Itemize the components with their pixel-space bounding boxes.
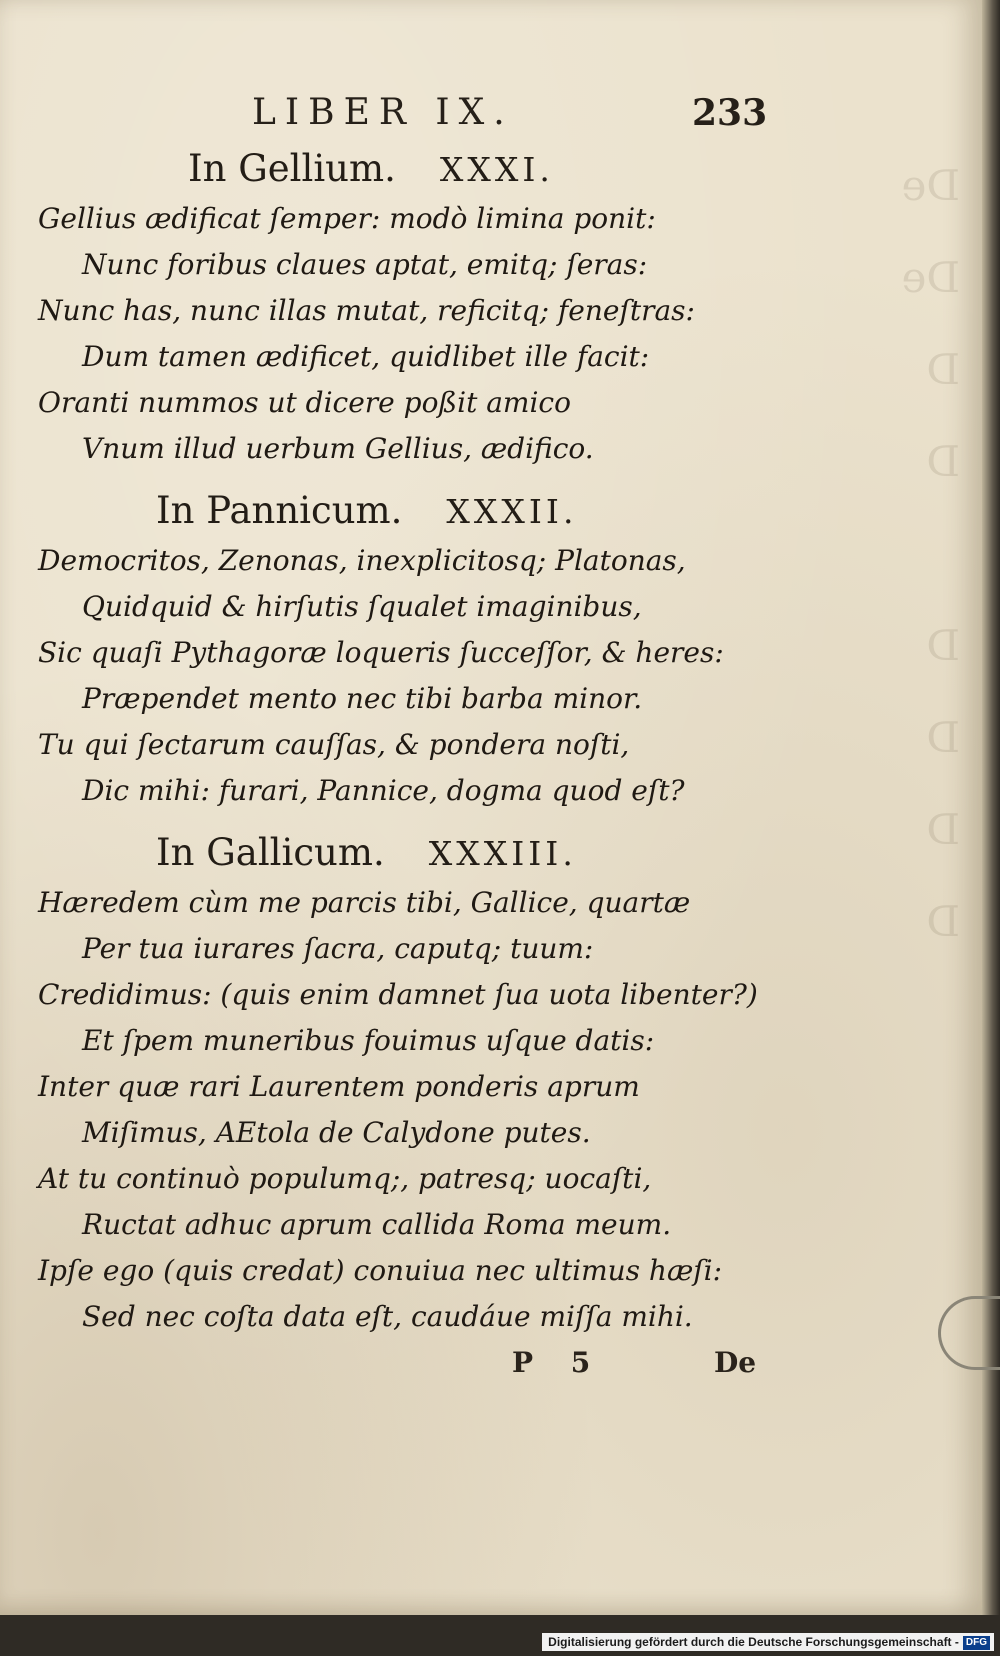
- poem-title: [38, 484, 758, 538]
- verse-line: Ipſe ego (quis credat) conuiua nec ultimus hæſi:: [38, 1254, 723, 1287]
- verse-line: Nunc foribus claues aptat, emitq; ſeras:: [82, 248, 648, 281]
- verse-line: Gellius ædificat ſemper: modò limina ponit:: [38, 202, 656, 235]
- verse-line: Tu qui ſectarum cauſſas, & pondera noſti,: [38, 728, 630, 761]
- verse-line: At tu continuò populumq;, patresq; uocaſti,: [38, 1162, 652, 1195]
- verse-line: Ructat adhuc aprum callida Roma meum.: [82, 1208, 672, 1241]
- dfg-logo-icon: DFG: [963, 1636, 990, 1650]
- funding-credit: [542, 1633, 994, 1651]
- poem-title-name: In Gallicum.: [156, 831, 385, 874]
- poem-title: [38, 826, 758, 880]
- running-head: LIBER IX.: [252, 92, 514, 133]
- poem-title-numeral: XXXII.: [446, 492, 578, 531]
- verse-line: Inter quæ rari Laurentem ponderis aprum: [38, 1070, 640, 1103]
- poem-title-name: In Gellium.: [188, 147, 396, 190]
- page-number: 233: [692, 92, 768, 134]
- poem-title: [38, 142, 758, 196]
- poem-in-gallicum: [38, 826, 758, 1340]
- verse-line: Dum tamen ædificet, quidlibet ille facit:: [82, 340, 650, 373]
- poem-title-name: In Pannicum.: [156, 489, 403, 532]
- verse-line: Democritos, Zenonas, inexplicitosq; Platonas,: [38, 544, 686, 577]
- catchword: De: [714, 1346, 757, 1379]
- page-header: [0, 92, 982, 138]
- poem-title-numeral: XXXI.: [439, 150, 554, 189]
- poem-in-gellium: [38, 142, 758, 472]
- signature-mark: P 5: [512, 1346, 605, 1379]
- verse-line: Et ſpem muneribus fouimus uſque datis:: [82, 1024, 655, 1057]
- page-fore-edge: [982, 0, 1000, 1615]
- verse-line: Vnum illud uerbum Gellius, ædifico.: [82, 432, 594, 465]
- verse-line: Dic mihi: furari, Pannice, dogma quod eſt?: [82, 774, 685, 807]
- show-through-text: De De D D D D D D: [901, 161, 960, 946]
- verse-line: Per tua iurares ſacra, caputq; tuum:: [82, 932, 594, 965]
- verse-line: Credidimus: (quis enim damnet ſua uota libenter?): [38, 978, 758, 1011]
- verse-line: Sic quaſi Pythagoræ loqueris ſucceſſor, & heres:: [38, 636, 724, 669]
- poem-title-numeral: XXXIII.: [428, 834, 577, 873]
- funding-credit-text: Digitalisierung gefördert durch die Deutsche Forschungsgemeinschaft -: [548, 1635, 959, 1649]
- verse-line: Hæredem cùm me parcis tibi, Gallice, quartæ: [38, 886, 691, 919]
- text-block: [38, 142, 758, 1340]
- verse-line: Quidquid & hirſutis ſqualet imaginibus,: [82, 590, 642, 623]
- poem-in-pannicum: [38, 484, 758, 814]
- verse-line: Sed nec coſta data eſt, caudáue miſſa mihi.: [82, 1300, 693, 1333]
- verse-line: Præpendet mento nec tibi barba minor.: [82, 682, 643, 715]
- verse-line: Nunc has, nunc illas mutat, reficitq; feneſtras:: [38, 294, 695, 327]
- verse-line: Oranti nummos ut dicere poßit amico: [38, 386, 571, 419]
- page-footer: [0, 1346, 982, 1386]
- verse-line: Miſimus, AEtola de Calydone putes.: [82, 1116, 591, 1149]
